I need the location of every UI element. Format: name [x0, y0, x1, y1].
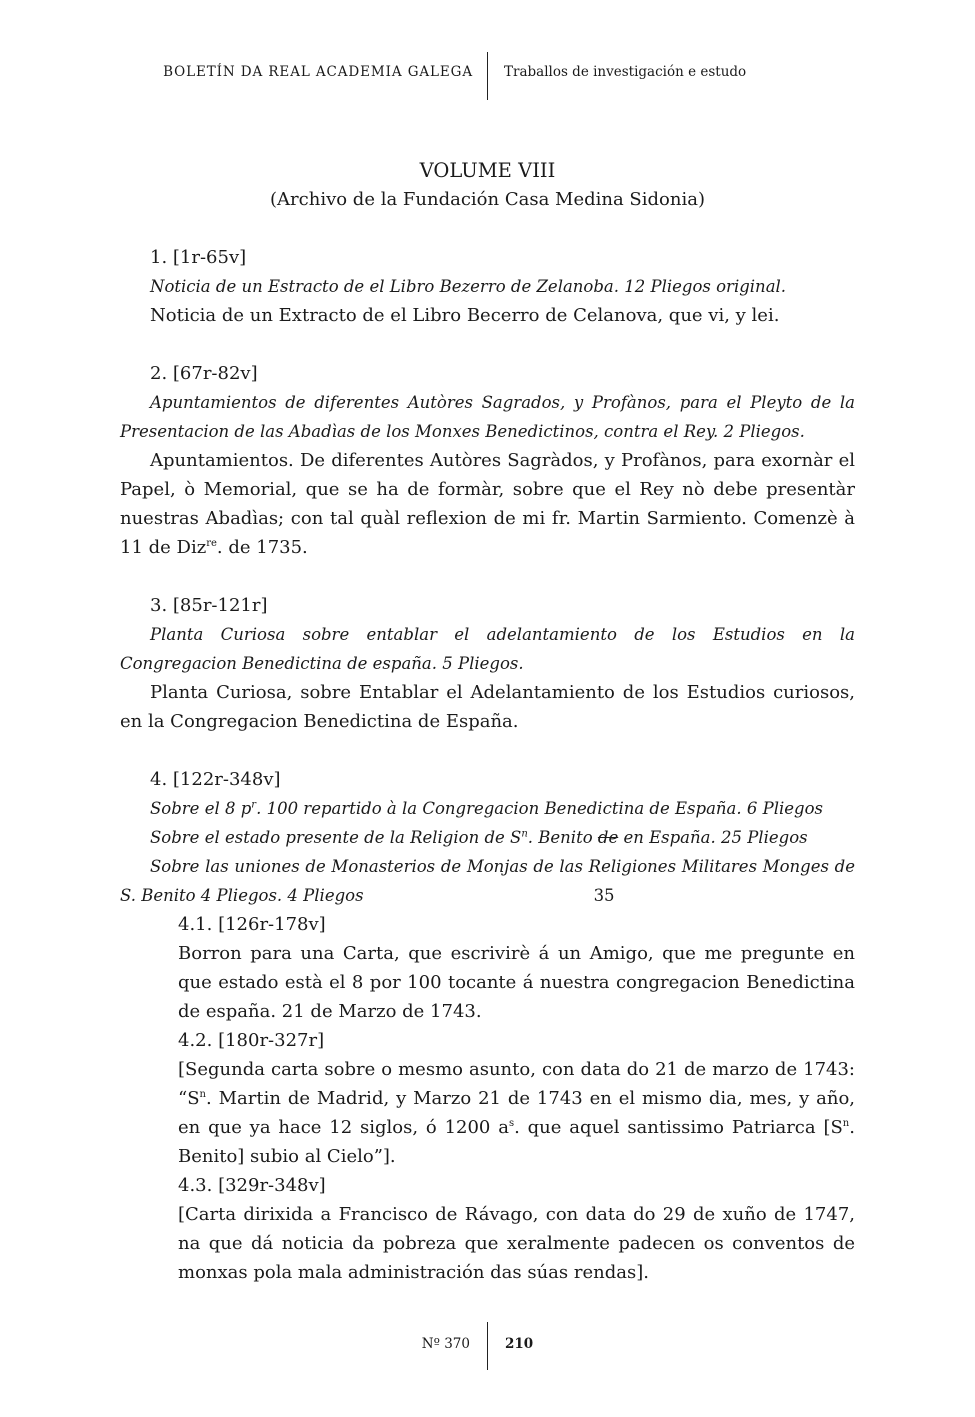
entry-text-part: . Benito [527, 828, 598, 847]
struck-word: de [597, 828, 619, 847]
superscript: n [199, 1089, 206, 1100]
page-footer [0, 1318, 975, 1374]
subentry-number: 4.2. [180r-327r] [178, 1030, 325, 1051]
entry-text-part: . Martin de Madrid, y Marzo 21 de 1743 en el mismo dia, mes, y año, en que ya hace 12 siglos, ó 1200 a [178, 1088, 855, 1138]
entry-number: 3. [85r-121r] [150, 595, 268, 616]
entry-text-part: en España. 25 Pliegos [618, 828, 808, 847]
section-title: Traballos de investigación e estudo [504, 64, 747, 80]
entry-text-part: Sobre el 8 p [150, 799, 252, 818]
superscript: re [206, 538, 217, 549]
subentry-text: Borron para una Carta, que escrivirè á un Amigo, que me pregunte en que estado està el 8 por 100 tocante á nuestra congregacion Benedictina de españa. 21 de Marzo de 1743. [178, 943, 855, 1022]
subentry-text [178, 1055, 855, 1171]
subentry-4-1 [178, 910, 855, 1026]
entry-text-part: Sobre las uniones de Monasterios de Monjas de las Religiones Militares Monges de S. Benito 4 Pliegos. 4 Pliegos [120, 857, 855, 905]
volume-title: VOLUME VIII [419, 159, 556, 182]
entry-text [120, 446, 855, 562]
superscript: n [842, 1118, 850, 1129]
subentry-number: 4.3. [329r-348v] [178, 1175, 326, 1196]
page-body [120, 152, 855, 1316]
footer-divider [487, 1322, 488, 1370]
entry-italic-line [120, 794, 855, 823]
entry-italic-title: Apuntamientos de diferentes Autòres Sagrados, y Profànos, para el Pleyto de la Presentacion de las Abadìas de los Monxes Benedictinos, contra el Rey. 2 Pliegos. [120, 393, 855, 441]
header-divider [487, 52, 488, 100]
entry-text-part: . Benito] subio al Cielo”]. [178, 1117, 855, 1167]
entry-3 [120, 591, 855, 736]
entry-1 [120, 243, 855, 330]
running-header [0, 0, 975, 110]
inline-page-number: 35 [593, 886, 615, 905]
subentry-number: 4.1. [126r-178v] [178, 914, 326, 935]
page-number: 210 [505, 1336, 534, 1352]
issue-number: Nº 370 [421, 1336, 470, 1352]
entry-italic-title: Planta Curiosa sobre entablar el adelantamiento de los Estudios en la Congregacion Benedictina de españa. 5 Pliegos. [120, 625, 855, 673]
journal-title: BOLETÍN DA REAL ACADEMIA GALEGA [163, 64, 473, 80]
entry-number: 1. [1r-65v] [150, 247, 247, 268]
entry-text: Planta Curiosa, sobre Entablar el Adelantamiento de los Estudios curiosos, en la Congregacion Benedictina de España. [120, 682, 855, 732]
entry-2 [120, 359, 855, 562]
entry-4 [120, 765, 855, 1287]
entry-number: 2. [67r-82v] [150, 363, 258, 384]
superscript: r [251, 799, 257, 811]
superscript: n [521, 828, 528, 840]
entry-italic-title: Noticia de un Estracto de el Libro Bezerro de Zelanoba. 12 Pliegos original. [150, 277, 787, 296]
entry-text-part: Apuntamientos. De diferentes Autòres Sagràdos, y Profànos, para exornàr el Papel, ò Memorial, que se ha de formàr, sobre que el Rey nò debe presentàr nuestras Abadìas; con tal quàl reflexion de mi fr. Martin Sarmiento. Comenzè à 11 de Diz [120, 450, 855, 558]
subentry-text: [Carta dirixida a Francisco de Rávago, con data do 29 de xuño de 1747, na que dá noticia da pobreza que xeralmente padecen os conventos de monxas pola mala administración das súas rendas]. [178, 1204, 855, 1283]
entry-italic-line [120, 823, 855, 852]
entry-italic-line [120, 852, 855, 910]
entry-text-part: . que aquel santissimo Patriarca [S [514, 1117, 843, 1138]
subentry-4-3 [178, 1171, 855, 1287]
entry-text: Noticia de un Extracto de el Libro Becerro de Celanova, que vi, y lei. [150, 305, 780, 326]
entry-text-part: . de 1735. [216, 537, 308, 558]
entry-text-part: Sobre el estado presente de la Religion de S [150, 828, 522, 847]
superscript: s [508, 1118, 515, 1129]
subentry-4-2 [178, 1026, 855, 1171]
volume-subtitle: (Archivo de la Fundación Casa Medina Sidonia) [270, 189, 705, 210]
entry-text-part: [Segunda carta sobre o mesmo asunto, con data do 21 de marzo de 1743: “S [178, 1059, 855, 1109]
entry-text-part: . 100 repartido à la Congregacion Benedictina de España. 6 Pliegos [256, 799, 823, 818]
entry-number: 4. [122r-348v] [150, 769, 281, 790]
